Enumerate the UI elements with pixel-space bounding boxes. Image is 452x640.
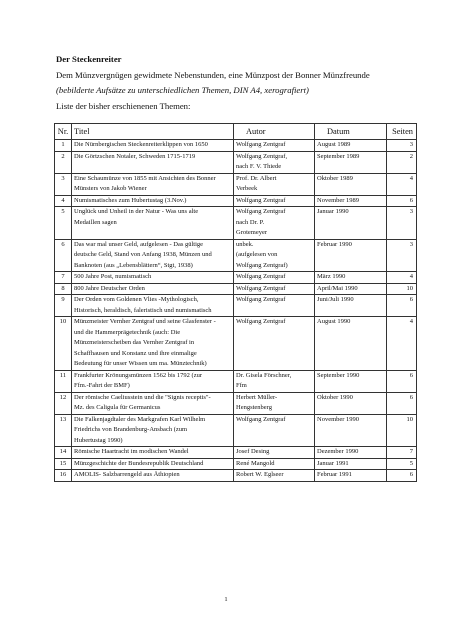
table-row bbox=[55, 295, 417, 317]
table-row bbox=[55, 470, 417, 482]
title-line: Banknoten (aus „Lebensblättern“, Stgt, 1938) bbox=[74, 261, 193, 269]
title-line: 800 Jahre Deutscher Orden bbox=[74, 284, 145, 292]
document-title: Der Steckenreiter bbox=[56, 54, 122, 64]
row-date: Januar 1990 bbox=[315, 207, 387, 240]
row-title bbox=[72, 173, 234, 195]
title-line: Bedeutung für unser Wissen um ma. Münztechnik) bbox=[74, 360, 207, 367]
title-line: Frankfurter Krönungsmünzen 1562 bis 1792 (zur bbox=[74, 371, 202, 379]
row-pages: 6 bbox=[387, 392, 417, 414]
row-number: 13 bbox=[55, 414, 72, 447]
author-line: Verbeek bbox=[236, 185, 258, 192]
title-line: Römische Haartracht im modischen Wandel bbox=[74, 448, 189, 455]
column-header-autor: Autor bbox=[234, 124, 315, 140]
author-line: Dr. Gisela Förschner, bbox=[236, 371, 292, 379]
row-author bbox=[234, 470, 315, 482]
row-pages: 2 bbox=[387, 151, 417, 173]
row-number: 14 bbox=[55, 447, 72, 459]
row-number: 7 bbox=[55, 272, 72, 284]
row-pages: 6 bbox=[387, 370, 417, 392]
author-line: Wolfgang Zentgraf bbox=[236, 196, 286, 204]
row-date: September 1989 bbox=[315, 151, 387, 173]
column-header-datum: Datum bbox=[315, 124, 387, 140]
row-title bbox=[72, 272, 234, 284]
table-row bbox=[55, 458, 417, 470]
table-row bbox=[55, 140, 417, 152]
row-number: 1 bbox=[55, 140, 72, 152]
row-author bbox=[234, 392, 315, 414]
title-line: Schaffhausen und Konstanz und ihre einmalige bbox=[74, 349, 197, 357]
author-line: Wolfgang Zentgraf bbox=[236, 415, 286, 423]
document-description: (bebilderte Aufsätze zu unterschiedlichen Themen, DIN A4, xerografiert) bbox=[56, 85, 309, 96]
author-line: unbek. bbox=[236, 240, 254, 248]
row-author bbox=[234, 151, 315, 173]
row-pages: 3 bbox=[387, 140, 417, 152]
row-pages: 4 bbox=[387, 173, 417, 195]
row-author bbox=[234, 140, 315, 152]
row-pages: 10 bbox=[387, 283, 417, 295]
row-author bbox=[234, 447, 315, 459]
row-pages: 10 bbox=[387, 414, 417, 447]
title-line: Ffm.-Fahrt der BMF) bbox=[74, 382, 130, 389]
title-line: Hubertustag 1990) bbox=[74, 436, 123, 444]
list-intro: Liste der bisher erschienenen Themen: bbox=[56, 100, 191, 111]
table-row bbox=[55, 283, 417, 295]
row-author bbox=[234, 195, 315, 207]
author-line: Wolfgang Zentgraf bbox=[236, 296, 286, 303]
row-number: 2 bbox=[55, 151, 72, 173]
author-line: nach F. V. Thiede bbox=[236, 163, 282, 170]
row-title bbox=[72, 458, 234, 470]
row-number: 16 bbox=[55, 470, 72, 482]
title-line: AMOLIS- Salzbarrengeld aus Äthiopien bbox=[74, 471, 180, 478]
row-title bbox=[72, 470, 234, 482]
table-row bbox=[55, 207, 417, 240]
author-line: Wolfgang Zentgraf bbox=[236, 284, 286, 292]
row-author bbox=[234, 283, 315, 295]
title-line: Münsters von Jakob Wiener bbox=[74, 185, 147, 192]
row-author bbox=[234, 295, 315, 317]
row-pages: 4 bbox=[387, 272, 417, 284]
title-line: Die Falkenjagdtaler des Markgrafen Karl Wilhelm bbox=[74, 415, 206, 423]
row-author bbox=[234, 458, 315, 470]
row-pages: 4 bbox=[387, 317, 417, 371]
row-date: April/Mai 1990 bbox=[315, 283, 387, 295]
author-line: Wolfgang Zentgraf bbox=[236, 273, 286, 280]
row-title bbox=[72, 295, 234, 317]
author-line: Wolfgang Zentgraf bbox=[236, 318, 286, 325]
title-line: Der Orden vom Goldenen Vlies -Mythologisch, bbox=[74, 296, 199, 303]
title-line: Die Görtzschen Notaler, Schweden 1715-1719 bbox=[74, 152, 196, 160]
row-number: 11 bbox=[55, 370, 72, 392]
title-line: Unglück und Unheil in der Natur - Was uns alte bbox=[74, 208, 199, 215]
author-line: Hengstenberg bbox=[236, 404, 272, 411]
row-title bbox=[72, 140, 234, 152]
document-header bbox=[56, 52, 436, 114]
row-title bbox=[72, 195, 234, 207]
row-title bbox=[72, 283, 234, 295]
row-date: November 1990 bbox=[315, 414, 387, 447]
title-line: Historisch, heraldisch, faleristisch und numismatisch bbox=[74, 306, 212, 314]
title-line: Das war mal unser Geld, aufgelesen - Das gültige bbox=[74, 240, 204, 248]
row-date: August 1990 bbox=[315, 317, 387, 371]
row-title bbox=[72, 447, 234, 459]
title-line: Friedrichs von Brandenburg-Ansbach (zum bbox=[74, 426, 188, 433]
author-line: Prof. Dr. Albert bbox=[236, 174, 277, 182]
row-date: September 1990 bbox=[315, 370, 387, 392]
table-row bbox=[55, 239, 417, 272]
table-row bbox=[55, 173, 417, 195]
title-line: Numismatisches zum Hubertustag (3.Nov.) bbox=[74, 196, 187, 204]
row-author bbox=[234, 370, 315, 392]
column-header-nr: Nr. bbox=[55, 124, 72, 140]
row-author bbox=[234, 272, 315, 284]
row-title bbox=[72, 317, 234, 371]
row-pages: 6 bbox=[387, 195, 417, 207]
row-date: Februar 1991 bbox=[315, 470, 387, 482]
author-line: Ffm bbox=[236, 382, 247, 389]
row-pages: 5 bbox=[387, 458, 417, 470]
row-title bbox=[72, 207, 234, 240]
row-number: 15 bbox=[55, 458, 72, 470]
author-line: Herbert Müller- bbox=[236, 393, 278, 401]
row-number: 12 bbox=[55, 392, 72, 414]
table-row bbox=[55, 272, 417, 284]
table-row bbox=[55, 151, 417, 173]
author-line: Wolfgang Zentgraf) bbox=[236, 261, 288, 269]
row-title bbox=[72, 414, 234, 447]
column-header-titel: Titel bbox=[72, 124, 234, 140]
row-number: 8 bbox=[55, 283, 72, 295]
row-pages: 6 bbox=[387, 470, 417, 482]
table-row bbox=[55, 195, 417, 207]
page-number: 1 bbox=[224, 596, 228, 603]
title-line: Münzgeschichte der Bundesrepublik Deutschland bbox=[74, 459, 204, 467]
title-line: deutsche Geld, Stand von Anfang 1938, Münzen und bbox=[74, 251, 212, 258]
row-number: 5 bbox=[55, 207, 72, 240]
table-row bbox=[55, 414, 417, 447]
row-title bbox=[72, 392, 234, 414]
author-line: (aufgelesen von bbox=[236, 251, 278, 258]
author-line: Wolfgang Zentgraf bbox=[236, 141, 286, 148]
author-line: nach Dr. P. bbox=[236, 218, 265, 226]
row-pages: 7 bbox=[387, 447, 417, 459]
title-line: und die Hammerprägetechnik (auch: Die bbox=[74, 328, 181, 336]
table-row bbox=[55, 447, 417, 459]
author-line: René Mangold bbox=[236, 459, 275, 467]
title-line: Die Nürnbergischen Steckenreiterklippen von 1650 bbox=[74, 141, 208, 148]
row-title bbox=[72, 151, 234, 173]
row-number: 3 bbox=[55, 173, 72, 195]
table-header-row bbox=[55, 124, 417, 140]
row-date: Juni/Juli 1990 bbox=[315, 295, 387, 317]
row-pages: 6 bbox=[387, 295, 417, 317]
row-date: November 1989 bbox=[315, 195, 387, 207]
author-line: Grotemeyer bbox=[236, 229, 268, 236]
row-pages: 3 bbox=[387, 207, 417, 240]
table-row bbox=[55, 392, 417, 414]
row-number: 4 bbox=[55, 195, 72, 207]
table-row bbox=[55, 317, 417, 371]
row-date: März 1990 bbox=[315, 272, 387, 284]
row-date: Oktober 1989 bbox=[315, 173, 387, 195]
row-author bbox=[234, 414, 315, 447]
row-pages: 3 bbox=[387, 239, 417, 272]
column-header-seiten: Seiten bbox=[387, 124, 417, 140]
row-number: 9 bbox=[55, 295, 72, 317]
row-author bbox=[234, 317, 315, 371]
title-line: Medaillen sagen bbox=[74, 218, 117, 226]
row-date: Dezember 1990 bbox=[315, 447, 387, 459]
title-line: Mz. des Caligula für Germanicus bbox=[74, 404, 161, 411]
author-line: Robert W. Eglseer bbox=[236, 471, 284, 478]
row-title bbox=[72, 370, 234, 392]
row-author bbox=[234, 173, 315, 195]
row-number: 6 bbox=[55, 239, 72, 272]
row-author bbox=[234, 207, 315, 240]
author-line: Wolfgang Zentgraf bbox=[236, 208, 286, 215]
table-body bbox=[55, 140, 417, 482]
table-row bbox=[55, 370, 417, 392]
row-number: 10 bbox=[55, 317, 72, 371]
document-subtitle: Dem Münzvergnügen gewidmete Nebenstunden, eine Münzpost der Bonner Münzfreunde bbox=[56, 69, 370, 80]
author-line: Wolfgang Zentgraf, bbox=[236, 152, 288, 160]
row-date: Oktober 1990 bbox=[315, 392, 387, 414]
row-title bbox=[72, 239, 234, 272]
row-date: August 1989 bbox=[315, 140, 387, 152]
topics-table bbox=[54, 123, 417, 482]
title-line: Münzmeisterscheiben das Vernher Zentgraf in bbox=[74, 339, 195, 346]
author-line: Josef Desing bbox=[236, 448, 270, 455]
title-line: 500 Jahre Post, numismatisch bbox=[74, 273, 152, 280]
row-date: Januar 1991 bbox=[315, 458, 387, 470]
title-line: Münzmeister Vernher Zentgraf und seine Glasfenster - bbox=[74, 318, 216, 325]
row-date: Februar 1990 bbox=[315, 239, 387, 272]
row-author bbox=[234, 239, 315, 272]
title-line: Der römische Caeliusstein und die "Signis receptis"- bbox=[74, 393, 211, 401]
title-line: Eine Schaumünze von 1855 mit Ansichten des Bonner bbox=[74, 174, 216, 182]
